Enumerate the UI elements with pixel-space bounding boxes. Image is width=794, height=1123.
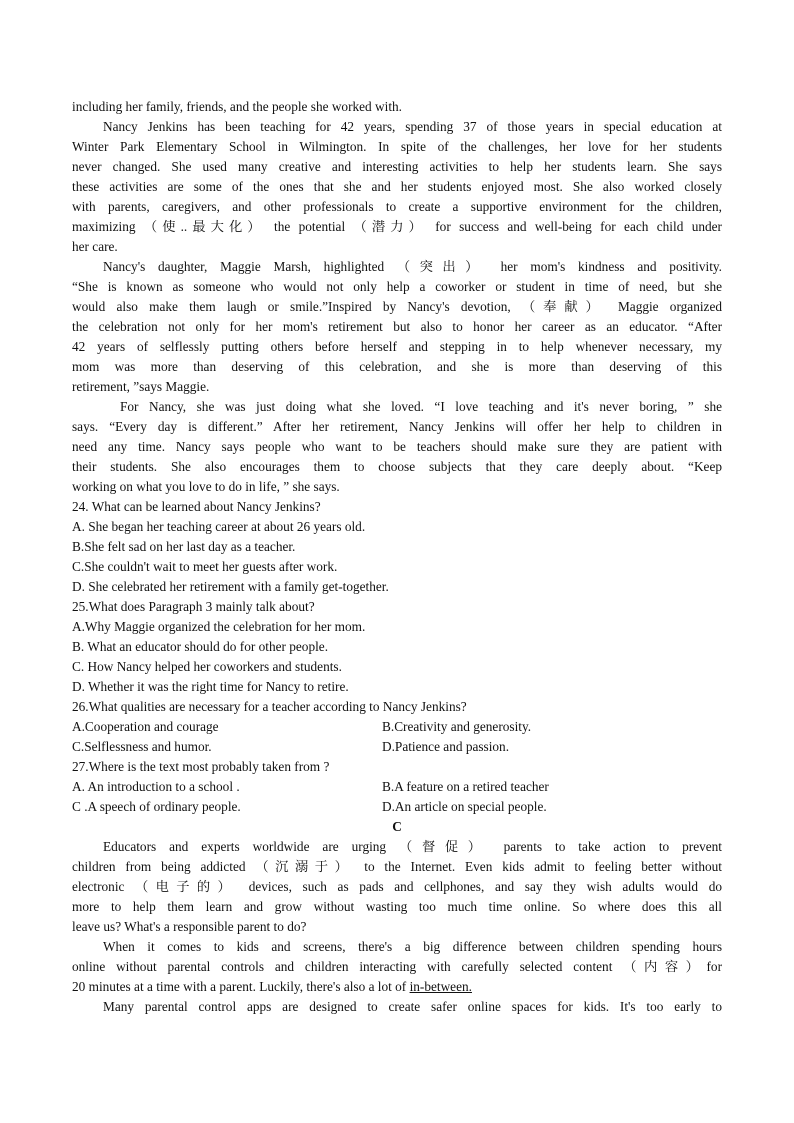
text-line: “She is known as someone who would not only help a coworker or student in time of need, but she: [72, 279, 722, 294]
text-line: maximizing （使..最大化） the potential （潜力） for success and well-being for each child under: [72, 219, 722, 234]
text-line: leave us? What's a responsible parent to do?: [72, 919, 307, 934]
text-line: the celebration not only for her mom's retirement but also to honor her career as an educator. “After: [72, 319, 722, 334]
text-line: Nancy Jenkins has been teaching for 42 years, spending 37 of those years in special education at: [103, 119, 722, 134]
text-line: Many parental control apps are designed to create safer online spaces for kids. It's too early to: [103, 999, 722, 1014]
option-c: C .A speech of ordinary people.: [72, 799, 241, 814]
text-line: 42 years of selflessly putting others before herself and stepping in to help whenever necessary, my: [72, 339, 722, 354]
option-row: [72, 777, 722, 797]
paragraph-1: [72, 117, 722, 257]
text-line: with parents, caregivers, and other professionals to create a supportive environment for the children,: [72, 199, 722, 214]
question-25: [72, 597, 722, 697]
text-line: retirement, ”says Maggie.: [72, 379, 210, 394]
text-line: need any time. Nancy says people who want to be teachers should make sure they are patient with: [72, 439, 722, 454]
option-d: D. She celebrated her retirement with a family get-together.: [72, 579, 389, 594]
text-line: Winter Park Elementary School in Wilmington. In spite of the challenges, her love for her students: [72, 139, 722, 154]
option-a: A.Cooperation and courage: [72, 719, 219, 734]
text-line: For Nancy, she was just doing what she loved. “I love teaching and it's never boring, ” she: [120, 399, 722, 414]
option-row: [72, 797, 722, 817]
text-line: never changed. She used many creative and interesting activities to help her students learn. She says: [72, 159, 722, 174]
option-c: C. How Nancy helped her coworkers and students.: [72, 659, 342, 674]
text-line: working on what you love to do in life, ” she says.: [72, 479, 340, 494]
text-span: 20 minutes at a time with a parent. Luckily, there's also a lot of: [72, 979, 410, 994]
option-d: D. Whether it was the right time for Nancy to retire.: [72, 679, 349, 694]
option-b: B.She felt sad on her last day as a teacher.: [72, 539, 296, 554]
document-page: [72, 97, 722, 1017]
text-line: her care.: [72, 239, 118, 254]
passage-c: [72, 817, 722, 1017]
text-line: Educators and experts worldwide are urging （督促） parents to take action to prevent: [103, 839, 722, 854]
option-c: C.She couldn't wait to meet her guests after work.: [72, 559, 338, 574]
question-stem: 24. What can be learned about Nancy Jenkins?: [72, 499, 321, 514]
option-b: B.Creativity and generosity.: [382, 719, 532, 734]
option-b: B.A feature on a retired teacher: [382, 779, 549, 794]
text-line: [72, 977, 722, 997]
underlined-phrase: in-between.: [409, 979, 472, 994]
text-line: Nancy's daughter, Maggie Marsh, highlighted （突出） her mom's kindness and positivity.: [103, 259, 722, 274]
text-line: electronic （电子的） devices, such as pads and cellphones, and say they wish adults would do: [72, 879, 722, 894]
option-row: [72, 737, 722, 757]
text-line: these activities are some of the ones that she and her students enjoyed most. She also worked closely: [72, 179, 722, 194]
text-line: When it comes to kids and screens, there's a big difference between children spending hours: [103, 939, 722, 954]
text-line: children from being addicted （沉溺于） to the Internet. Even kids admit to feeling better without: [72, 859, 722, 874]
paragraph-1: [72, 837, 722, 937]
text-line: including her family, friends, and the people she worked with.: [72, 99, 402, 114]
passage-b: [72, 97, 722, 497]
text-line: more to help them learn and grow without wasting too much time online. So where does this all: [72, 899, 722, 914]
text-line: their students. She also encourages them to choose subjects that they care deeply about. “Keep: [72, 459, 722, 474]
paragraph-3: [72, 397, 722, 497]
question-stem: 25.What does Paragraph 3 mainly talk about?: [72, 599, 315, 614]
option-d: D.Patience and passion.: [382, 739, 510, 754]
option-a: A. She began her teaching career at about 26 years old.: [72, 519, 366, 534]
text-line: says. “Every day is different.” After her retirement, Nancy Jenkins will offer her help to children in: [72, 419, 722, 434]
option-b: B. What an educator should do for other people.: [72, 639, 329, 654]
paragraph-3: [72, 997, 722, 1017]
option-c: C.Selflessness and humor.: [72, 739, 212, 754]
option-row: [72, 717, 722, 737]
paragraph-2: [72, 257, 722, 397]
text-line: online without parental controls and children interacting with carefully selected content （内容）for: [72, 959, 722, 974]
paragraph-2: [72, 937, 722, 997]
section-heading: C: [392, 819, 402, 834]
question-stem: 26.What qualities are necessary for a teacher according to Nancy Jenkins?: [72, 699, 467, 714]
text-line: mom was more than deserving of this celebration, and she is more than deserving of this: [72, 359, 722, 374]
question-24: [72, 497, 722, 597]
option-a: A. An introduction to a school .: [72, 779, 240, 794]
option-d: D.An article on special people.: [382, 799, 547, 814]
question-stem: 27.Where is the text most probably taken from ?: [72, 759, 330, 774]
question-26: [72, 697, 722, 757]
question-27: [72, 757, 722, 817]
option-a: A.Why Maggie organized the celebration for her mom.: [72, 619, 366, 634]
text-line: would also make them laugh or smile.”Inspired by Nancy's devotion, （奉献） Maggie organized: [72, 299, 722, 314]
questions-section: [72, 497, 722, 817]
